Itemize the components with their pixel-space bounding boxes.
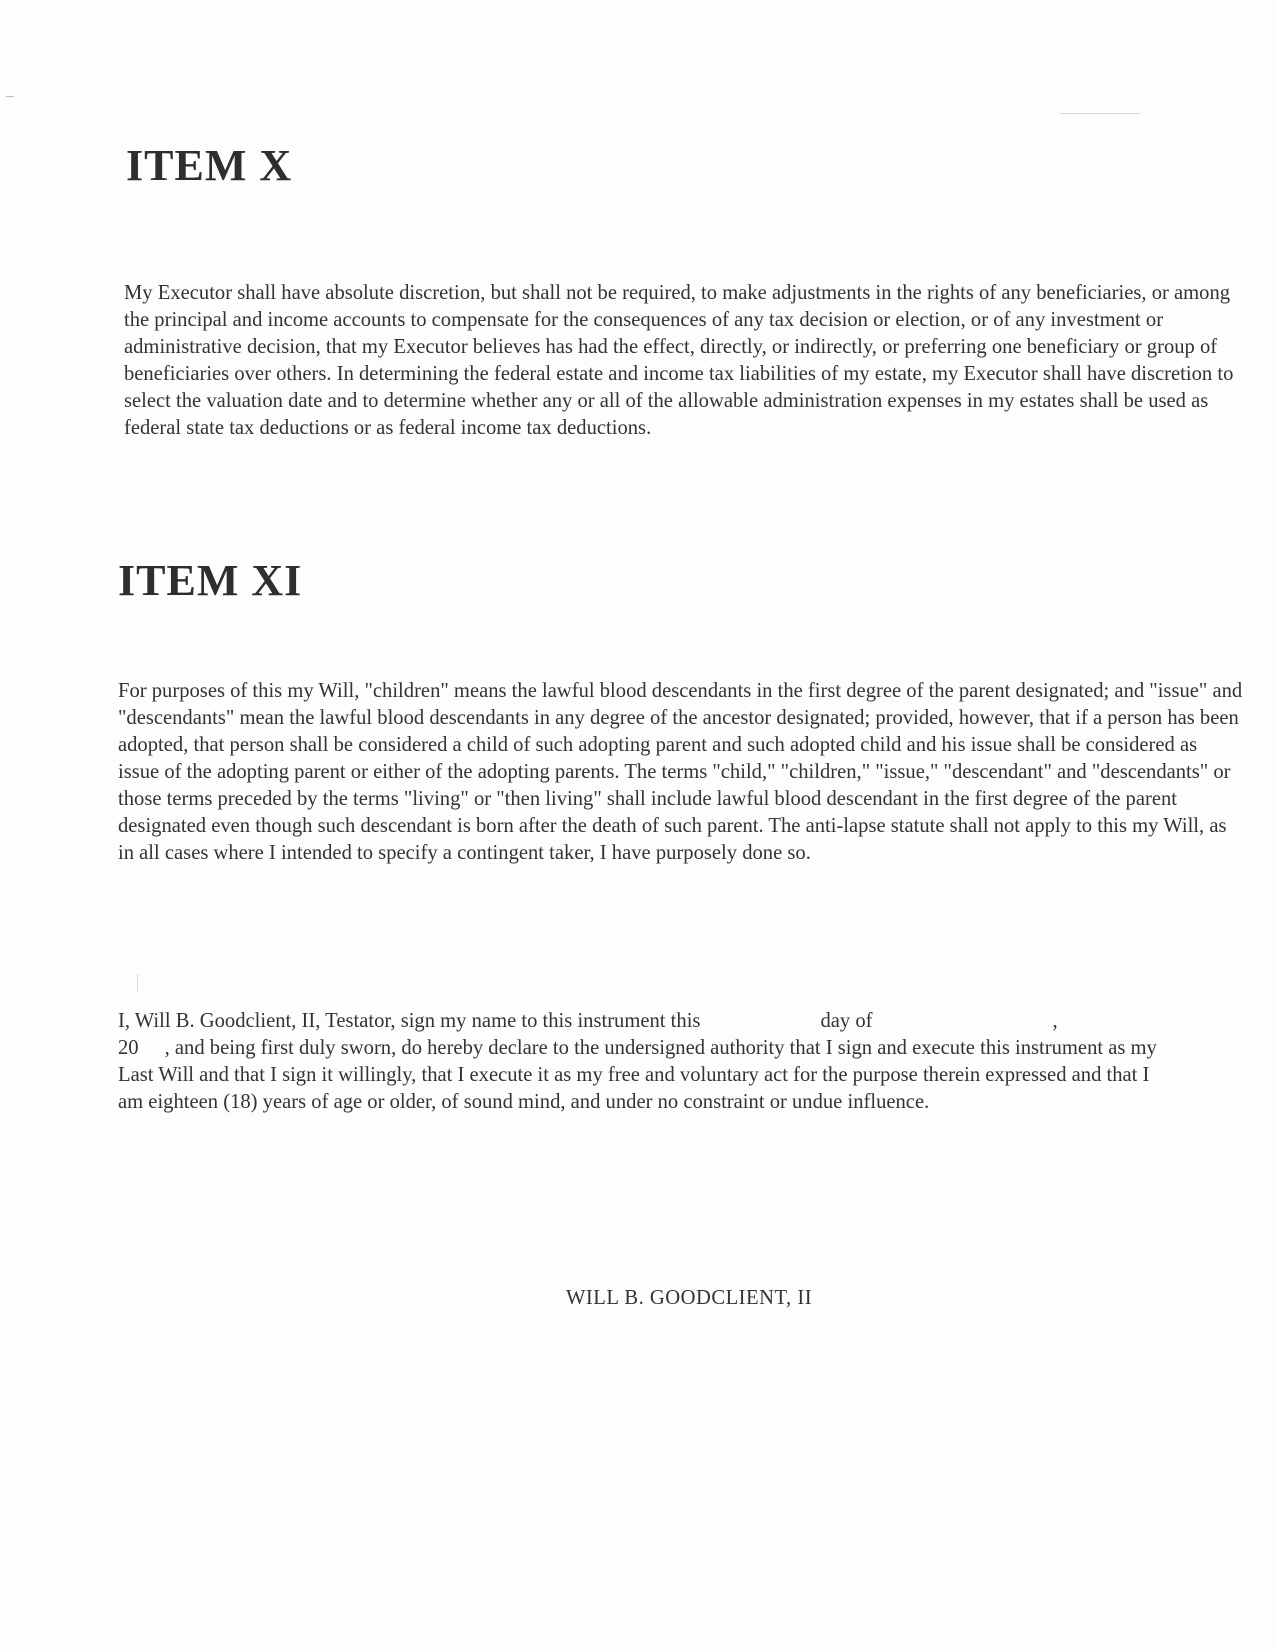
- scan-artifact: [137, 974, 138, 992]
- testimonium-clause: [118, 1008, 1178, 1116]
- item-xi-paragraph: For purposes of this my Will, "children" means the lawful blood descendants in the first degree of the parent designated; and "issue" and "descendants" mean the lawful blood descendants in any degree of the ancestor designated; provided, however, that if a person has been adopted, that person shall be considered a child of such adopting parent and such adopted child and his issue shall be considered as issue of the adopting parent or either of the adopting parents. The terms "child," "children," "issue," "descendant" and "descendants" or those terms preceded by the terms "living" or "then living" shall include lawful blood descendant in the first degree of the parent designated even though such descendant is born after the death of such parent. The anti-lapse statute shall not apply to this my Will, as in all cases where I intended to specify a contingent taker, I have purposely done so.: [118, 680, 1243, 864]
- scan-artifact: [1060, 113, 1140, 114]
- item-x-heading: ITEM X: [126, 141, 293, 190]
- scan-artifact: [6, 96, 14, 97]
- item-xi-heading: ITEM XI: [118, 556, 303, 605]
- item-x-paragraph: My Executor shall have absolute discretion, but shall not be required, to make adjustments in the rights of any beneficiaries, or among the principal and income accounts to compensate for the consequences of any tax decision or election, or of any investment or administrative decision, that my Executor believes has had the effect, directly, or indirectly, or preferring one beneficiary or group of beneficiaries over others. In determining the federal estate and income tax liabilities of my estate, my Executor shall have discretion to select the valuation date and to determine whether any or all of the allowable administration expenses in my estates shall be used as federal state tax deductions or as federal income tax deductions.: [124, 282, 1234, 439]
- testimonium-text-2: day of: [820, 1010, 873, 1032]
- testimonium-text-4: , and being first duly sworn, do hereby declare to the undersigned authority that I sign and execute this instrument as my Last Will and that I sign it willingly, that I execute it as my free and voluntary act for the purpose therein expressed and that I am eighteen (18) years of age or older, of sound mind, and under no constraint or undue influence.: [118, 1037, 1157, 1113]
- testimonium-text-3: ,: [1052, 1010, 1058, 1032]
- testator-signature-name: WILL B. GOODCLIENT, II: [566, 1287, 813, 1309]
- testimonium-year-prefix: 20: [118, 1037, 139, 1059]
- testimonium-text-1: I, Will B. Goodclient, II, Testator, sign my name to this instrument this: [118, 1010, 701, 1032]
